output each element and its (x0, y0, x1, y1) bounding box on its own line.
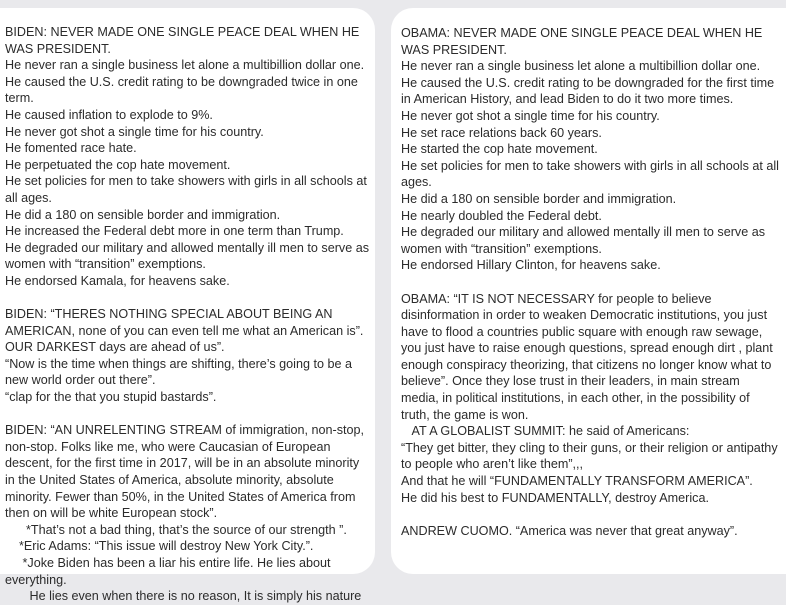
left-block-2 (5, 422, 369, 605)
text-line: He never got shot a single time for his country. (401, 108, 660, 123)
text-line: He lies even when there is no reason, It is simply his nature (5, 589, 362, 604)
paragraph-gap (401, 274, 780, 291)
text-line: He never ran a single business let alone a multibillion dollar one. (5, 58, 365, 73)
left-text-panel (0, 8, 375, 604)
text-line: He endorsed Kamala, for heavens sake. (5, 273, 230, 288)
text-line: *Joke Biden has been a liar his entire life. He lies about everything. (5, 556, 335, 587)
text-line: “Now is the time when things are shifting, there’s going to be a new world order out there”. (5, 356, 356, 388)
text-line: BIDEN: NEVER MADE ONE SINGLE PEACE DEAL WHEN HE WAS PRESIDENT. (5, 25, 363, 56)
text-line: He started the cop hate movement. (401, 142, 598, 157)
text-line: He set race relations back 60 years. (401, 125, 602, 140)
text-line: He endorsed Hillary Clinton, for heavens sake. (401, 258, 661, 273)
right-block-1 (401, 291, 780, 507)
text-line: AT A GLOBALIST SUMMIT: he said of Americans: (401, 424, 690, 439)
text-line: He set policies for men to take showers with girls in all schools at all ages. (401, 158, 783, 190)
text-line: *That’s not a bad thing, that’s the source of our strength ”. (5, 522, 347, 537)
paragraph-gap (5, 406, 369, 423)
text-line: *Eric Adams: “This issue will destroy New York City.”. (5, 539, 314, 554)
text-line: And that he will “FUNDAMENTALLY TRANSFORM AMERICA”. (401, 474, 753, 489)
right-block-0 (401, 25, 783, 274)
text-line: OUR DARKEST days are ahead of us”. (5, 340, 225, 355)
text-line: “clap for the that you stupid bastards”. (5, 390, 217, 405)
text-line: He increased the Federal debt more in one term than Trump. (5, 224, 344, 239)
text-line: BIDEN: “AN UNRELENTING STREAM of immigration, non-stop, non-stop. Folks like me, who were Caucasian of European descent, for the first time in 2017, will be in an absolute minority in the United States of America, absolute minority, absolute minority. Fewer than 50%, in the United States of America from then on will be white European stock”. (5, 423, 368, 521)
text-line: He degraded our military and allowed mentally ill men to serve as women with “transition” exemptions. (401, 225, 769, 256)
text-line: He fomented race hate. (5, 141, 137, 156)
text-line: OBAMA: “IT IS NOT NECESSARY for people to believe disinformation in order to weaken Democratic institutions, you just have to flood a countries public square with enough raw sewage, you just have to raise enough questions, spread enough dirt , plant enough conspiracy theorizing, that citizens no longer know what to believe”. Once they lose trust in their leaders, in main stream media, in political institutions, in each other, in the possibility of truth, the game is won. (401, 291, 777, 422)
right-text-panel (391, 8, 786, 574)
left-block-0 (5, 24, 373, 290)
text-line: “They get bitter, they cling to their guns, or their religion or antipathy to people who aren’t like them”,,, (401, 440, 782, 472)
left-block-1 (5, 306, 369, 406)
right-block-2 (401, 523, 780, 540)
text-line: He did his best to FUNDAMENTALLY, destroy America. (401, 490, 709, 505)
text-line: BIDEN: “THERES NOTHING SPECIAL ABOUT BEING AN AMERICAN, none of you can even tell me what an American is”. (5, 307, 364, 338)
text-line: He did a 180 on sensible border and immigration. (5, 207, 281, 222)
text-line: He caused the U.S. credit rating to be downgraded for the first time in American History, and lead Biden to do it two more times. (401, 75, 778, 107)
text-line: He never got shot a single time for his country. (5, 124, 264, 139)
text-line: He never ran a single business let alone a multibillion dollar one. (401, 59, 761, 74)
text-line: He caused inflation to explode to 9%. (5, 107, 213, 122)
text-line: He nearly doubled the Federal debt. (401, 208, 602, 223)
paragraph-gap (5, 290, 369, 307)
text-line: He degraded our military and allowed mentally ill men to serve as women with “transition” exemptions. (5, 240, 373, 272)
text-line: ANDREW CUOMO. “America was never that great anyway”. (401, 523, 738, 538)
text-line: He caused the U.S. credit rating to be downgraded twice in one term. (5, 74, 362, 106)
text-line: He perpetuated the cop hate movement. (5, 157, 231, 172)
text-line: He did a 180 on sensible border and immigration. (401, 191, 677, 206)
text-line: He set policies for men to take showers with girls in all schools at all ages. (5, 174, 371, 205)
text-line: OBAMA: NEVER MADE ONE SINGLE PEACE DEAL WHEN HE WAS PRESIDENT. (401, 26, 766, 57)
paragraph-gap (401, 506, 780, 523)
